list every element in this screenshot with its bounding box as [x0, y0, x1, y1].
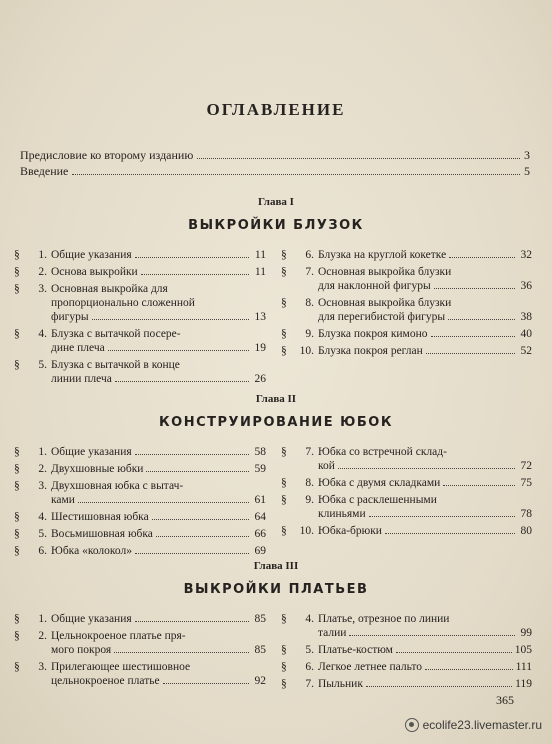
entry-page-number: 38 — [520, 311, 532, 323]
section-symbol: § — [281, 613, 287, 625]
entry-line — [318, 327, 532, 341]
entry-title-text: линии плеча — [51, 373, 112, 385]
entry-line — [51, 527, 266, 541]
entry-title-text: Блузка на круглой кокетке — [318, 249, 447, 261]
dot-leader — [78, 502, 249, 503]
entry-number: 5. — [38, 528, 47, 540]
section-symbol: § — [14, 249, 20, 261]
entry-number: 3. — [38, 480, 47, 492]
entry-title-text: Основная выкройка блузки — [318, 297, 452, 309]
section-symbol: § — [14, 328, 20, 340]
section-symbol: § — [14, 630, 20, 642]
entry-body — [51, 248, 266, 262]
toc-entry — [14, 660, 266, 688]
entry-title-text: Юбка «колокол» — [51, 545, 132, 557]
entry-number: 8. — [305, 297, 314, 309]
entry-title-text: Юбка со встречной склад- — [318, 446, 447, 458]
entry-page-number: 58 — [254, 446, 266, 458]
entry-number: 4. — [38, 328, 47, 340]
toc-entry — [281, 296, 532, 324]
entry-title-text: Юбка с двумя складками — [318, 477, 441, 489]
entry-title-text: Блузка покроя реглан — [318, 345, 423, 357]
entry-page-number: 13 — [254, 311, 266, 323]
entry-title-text: Общие указания — [51, 446, 132, 458]
entry-number: 3. — [38, 661, 47, 673]
entry-page-number: 72 — [520, 460, 532, 472]
entry-title-text: Блузка покроя кимоно — [318, 328, 428, 340]
entry-number: 7. — [305, 678, 314, 690]
entry-line — [51, 296, 266, 310]
entry-line — [51, 612, 266, 626]
entry-title-text: Цельнокроеное платье пря- — [51, 630, 186, 642]
section-symbol: § — [14, 283, 20, 295]
toc-entry — [281, 660, 532, 674]
entry-body — [318, 677, 532, 691]
entry-body — [51, 527, 266, 541]
entry-number: 4. — [38, 511, 47, 523]
dot-leader — [163, 683, 249, 684]
entry-line — [318, 248, 532, 262]
section-symbol: § — [281, 494, 287, 506]
entry-line — [51, 479, 266, 493]
toc-entry — [14, 462, 266, 476]
section-symbol: § — [281, 328, 287, 340]
entry-number: 10. — [299, 525, 314, 537]
toc-entry — [14, 327, 266, 355]
chapter-2-right-column — [281, 445, 532, 541]
dot-leader — [197, 158, 520, 159]
dot-leader — [443, 485, 515, 486]
chapter-1-left-column — [14, 248, 266, 389]
entry-page-number: 105 — [514, 644, 532, 656]
entry-number: 9. — [305, 328, 314, 340]
entry-page-number: 119 — [515, 678, 532, 690]
toc-entry — [14, 612, 266, 626]
dot-leader — [434, 288, 515, 289]
section-symbol: § — [14, 613, 20, 625]
toc-entry — [14, 527, 266, 541]
entry-line — [51, 248, 266, 262]
dot-leader — [108, 350, 249, 351]
dot-leader — [141, 274, 249, 275]
entry-line — [51, 493, 266, 507]
chapter-3-right-column — [281, 612, 532, 694]
dot-leader — [369, 516, 515, 517]
chapter-1-right-column — [281, 248, 532, 361]
chapter-label: Глава III — [253, 560, 299, 572]
toc-entry — [281, 476, 532, 490]
entry-body — [318, 493, 532, 521]
toc-entry — [14, 282, 266, 324]
dot-leader — [135, 553, 249, 554]
entry-page-number: 85 — [254, 613, 266, 625]
entry-body — [51, 629, 266, 657]
entry-line — [318, 459, 532, 473]
entry-line — [51, 643, 266, 657]
front-matter-row — [20, 148, 530, 164]
entry-title-text: клиньями — [318, 508, 366, 520]
entry-page-number: 75 — [520, 477, 532, 489]
section-symbol: § — [14, 545, 20, 557]
entry-title-text: Пыльник — [318, 678, 363, 690]
dot-leader — [72, 174, 520, 175]
toc-entry — [281, 643, 532, 657]
entry-page-number: 85 — [254, 644, 266, 656]
entry-title-text: Общие указания — [51, 613, 132, 625]
entry-number: 6. — [38, 545, 47, 557]
entry-page-number: 19 — [254, 342, 266, 354]
toc-entry — [281, 327, 532, 341]
entry-page-number: 111 — [515, 661, 532, 673]
entry-title-text: пропорционально сложенной — [51, 297, 195, 309]
entry-title-text: Основная выкройка блузки — [318, 266, 452, 278]
entry-line — [318, 493, 532, 507]
entry-body — [51, 358, 266, 386]
entry-number: 2. — [38, 463, 47, 475]
entry-body — [318, 296, 532, 324]
section-symbol: § — [281, 266, 287, 278]
entry-line — [318, 344, 532, 358]
entry-line — [318, 612, 532, 626]
chapter-2-left-column — [14, 445, 266, 561]
dot-leader — [366, 686, 512, 687]
entry-line — [51, 445, 266, 459]
entry-page-number: 64 — [254, 511, 266, 523]
entry-line — [318, 445, 532, 459]
entry-title-text: для наклонной фигуры — [318, 280, 431, 292]
entry-title-text: Двухшовные юбки — [51, 463, 144, 475]
entry-number: 5. — [305, 644, 314, 656]
section-symbol: § — [14, 661, 20, 673]
entry-page-number: 32 — [520, 249, 532, 261]
front-matter-page: 5 — [524, 164, 530, 178]
dot-leader — [152, 519, 249, 520]
entry-body — [51, 544, 266, 558]
entry-title-text: Общие указания — [51, 249, 132, 261]
entry-body — [318, 612, 532, 640]
entry-line — [318, 660, 532, 674]
toc-entry — [281, 524, 532, 538]
entry-body — [318, 476, 532, 490]
entry-title-text: Основная выкройка для — [51, 283, 168, 295]
entry-line — [51, 327, 266, 341]
entry-number: 1. — [38, 446, 47, 458]
entry-page-number: 26 — [254, 373, 266, 385]
entry-number: 9. — [305, 494, 314, 506]
toc-entry — [281, 265, 532, 293]
toc-entry — [14, 248, 266, 262]
entry-title-text: Платье, отрезное по линии — [318, 613, 450, 625]
entry-title-text: Прилегающее шестишовное — [51, 661, 191, 673]
entry-page-number: 92 — [254, 675, 266, 687]
section-symbol: § — [14, 511, 20, 523]
entry-number: 4. — [305, 613, 314, 625]
entry-body — [51, 479, 266, 507]
entry-page-number: 69 — [254, 545, 266, 557]
entry-body — [51, 612, 266, 626]
entry-title-text: талии — [318, 627, 347, 639]
chapter-label: Глава I — [258, 196, 294, 208]
front-matter-label: Предисловие ко второму изданию — [20, 148, 194, 162]
entry-page-number: 11 — [254, 249, 266, 261]
toc-entry — [14, 265, 266, 279]
entry-line — [51, 510, 266, 524]
watermark — [405, 718, 542, 732]
front-matter-row — [20, 164, 530, 180]
dot-leader — [426, 353, 515, 354]
dot-leader — [396, 652, 512, 653]
chapter-label: Глава II — [255, 393, 297, 405]
entry-line — [51, 660, 266, 674]
dot-leader — [349, 635, 515, 636]
dot-leader — [449, 257, 515, 258]
watermark-text: ecolife23.livemaster.ru — [422, 718, 542, 732]
toc-entry — [281, 344, 532, 358]
entry-number: 7. — [305, 266, 314, 278]
section-symbol: § — [14, 528, 20, 540]
entry-page-number: 52 — [520, 345, 532, 357]
toc-entry — [14, 544, 266, 558]
toc-entry — [14, 358, 266, 386]
entry-body — [318, 524, 532, 538]
entry-title-text: Блузка с вытачкой посере- — [51, 328, 181, 340]
entry-title-text: Двухшовная юбка с вытач- — [51, 480, 184, 492]
entry-title-text: для перегибистой фигуры — [318, 311, 446, 323]
dot-leader — [146, 471, 249, 472]
section-symbol: § — [14, 266, 20, 278]
entry-body — [318, 265, 532, 293]
chapter-title: ВЫКРОЙКИ ПЛАТЬЕВ — [183, 582, 369, 597]
section-symbol: § — [281, 297, 287, 309]
toc-entry — [281, 248, 532, 262]
entry-line — [51, 674, 266, 688]
entry-body — [51, 265, 266, 279]
entry-title-text: фигуры — [51, 311, 89, 323]
entry-body — [51, 282, 266, 324]
toc-entry — [14, 510, 266, 524]
entry-line — [51, 462, 266, 476]
entry-body — [318, 445, 532, 473]
dot-leader — [448, 319, 515, 320]
entry-page-number: 61 — [254, 494, 266, 506]
entry-line — [318, 626, 532, 640]
entry-line — [51, 372, 266, 386]
entry-number: 8. — [305, 477, 314, 489]
entry-line — [51, 358, 266, 372]
section-symbol: § — [281, 678, 287, 690]
entry-number: 1. — [38, 249, 47, 261]
front-matter — [20, 148, 530, 180]
section-symbol: § — [281, 249, 287, 261]
entry-line — [51, 310, 266, 324]
dot-leader — [135, 454, 249, 455]
page-number: 365 — [496, 693, 514, 707]
entry-body — [318, 344, 532, 358]
section-symbol: § — [14, 359, 20, 371]
entry-line — [318, 643, 532, 657]
entry-title-text: Легкое летнее пальто — [318, 661, 423, 673]
entry-title-text: Основа выкройки — [51, 266, 138, 278]
section-symbol: § — [14, 446, 20, 458]
entry-line — [318, 265, 532, 279]
entry-title-text: Блузка с вытачкой в конце — [51, 359, 180, 371]
entry-line — [318, 677, 532, 691]
entry-title-text: цельнокроеное платье — [51, 675, 160, 687]
section-symbol: § — [281, 644, 287, 656]
entry-number: 10. — [299, 345, 314, 357]
entry-page-number: 59 — [254, 463, 266, 475]
entry-title-text: Юбка с расклешенными — [318, 494, 437, 506]
entry-body — [51, 510, 266, 524]
entry-line — [51, 629, 266, 643]
entry-page-number: 78 — [520, 508, 532, 520]
entry-page-number: 11 — [254, 266, 266, 278]
entry-title-text: ками — [51, 494, 75, 506]
entry-title-text: Платье-костюм — [318, 644, 393, 656]
entry-title-text: мого покроя — [51, 644, 112, 656]
dot-leader — [115, 381, 249, 382]
entry-body — [51, 462, 266, 476]
section-symbol: § — [281, 661, 287, 673]
entry-body — [318, 660, 532, 674]
entry-number: 6. — [305, 661, 314, 673]
entry-line — [318, 296, 532, 310]
section-symbol: § — [281, 446, 287, 458]
dot-leader — [156, 536, 249, 537]
dot-leader — [338, 468, 515, 469]
entry-line — [51, 265, 266, 279]
dot-leader — [135, 621, 249, 622]
entry-number: 2. — [38, 630, 47, 642]
section-symbol: § — [281, 525, 287, 537]
entry-body — [318, 327, 532, 341]
entry-line — [318, 507, 532, 521]
entry-body — [51, 327, 266, 355]
entry-line — [318, 524, 532, 538]
section-symbol: § — [14, 480, 20, 492]
toc-entry — [281, 612, 532, 640]
dot-leader — [135, 257, 249, 258]
entry-number: 7. — [305, 446, 314, 458]
entry-number: 6. — [305, 249, 314, 261]
entry-body — [51, 660, 266, 688]
toc-entry — [14, 445, 266, 459]
entry-body — [318, 248, 532, 262]
entry-title-text: Восьмишовная юбка — [51, 528, 153, 540]
entry-page-number: 66 — [254, 528, 266, 540]
chapter-title: ВЫКРОЙКИ БЛУЗОК — [188, 218, 364, 233]
entry-page-number: 36 — [520, 280, 532, 292]
entry-title-text: кой — [318, 460, 335, 472]
front-matter-page: 3 — [524, 148, 530, 162]
entry-number: 1. — [38, 613, 47, 625]
entry-number: 3. — [38, 283, 47, 295]
dot-leader — [431, 336, 516, 337]
dot-leader — [385, 533, 515, 534]
entry-line — [318, 310, 532, 324]
entry-body — [51, 445, 266, 459]
section-symbol: § — [281, 477, 287, 489]
toc-title: ОГЛАВЛЕНИЕ — [206, 100, 346, 119]
entry-line — [318, 476, 532, 490]
dot-leader — [425, 669, 513, 670]
front-matter-label: Введение — [20, 164, 69, 178]
entry-page-number: 40 — [520, 328, 532, 340]
chapter-title: КОНСТРУИРОВАНИЕ ЮБОК — [159, 415, 393, 430]
entry-number: 2. — [38, 266, 47, 278]
chapter-3-left-column — [14, 612, 266, 691]
toc-entry — [281, 493, 532, 521]
entry-line — [51, 341, 266, 355]
entry-line — [318, 279, 532, 293]
entry-title-text: Юбка-брюки — [318, 525, 382, 537]
toc-entry — [281, 677, 532, 691]
watermark-logo-icon — [405, 718, 419, 732]
toc-entry — [281, 445, 532, 473]
entry-title-text: Шестишовная юбка — [51, 511, 149, 523]
toc-entry — [14, 479, 266, 507]
section-symbol: § — [281, 345, 287, 357]
entry-title-text: дине плеча — [51, 342, 105, 354]
entry-page-number: 99 — [520, 627, 532, 639]
section-symbol: § — [14, 463, 20, 475]
entry-line — [51, 544, 266, 558]
toc-entry — [14, 629, 266, 657]
entry-line — [51, 282, 266, 296]
dot-leader — [92, 319, 249, 320]
dot-leader — [114, 652, 249, 653]
entry-number: 5. — [38, 359, 47, 371]
entry-body — [318, 643, 532, 657]
entry-page-number: 80 — [520, 525, 532, 537]
